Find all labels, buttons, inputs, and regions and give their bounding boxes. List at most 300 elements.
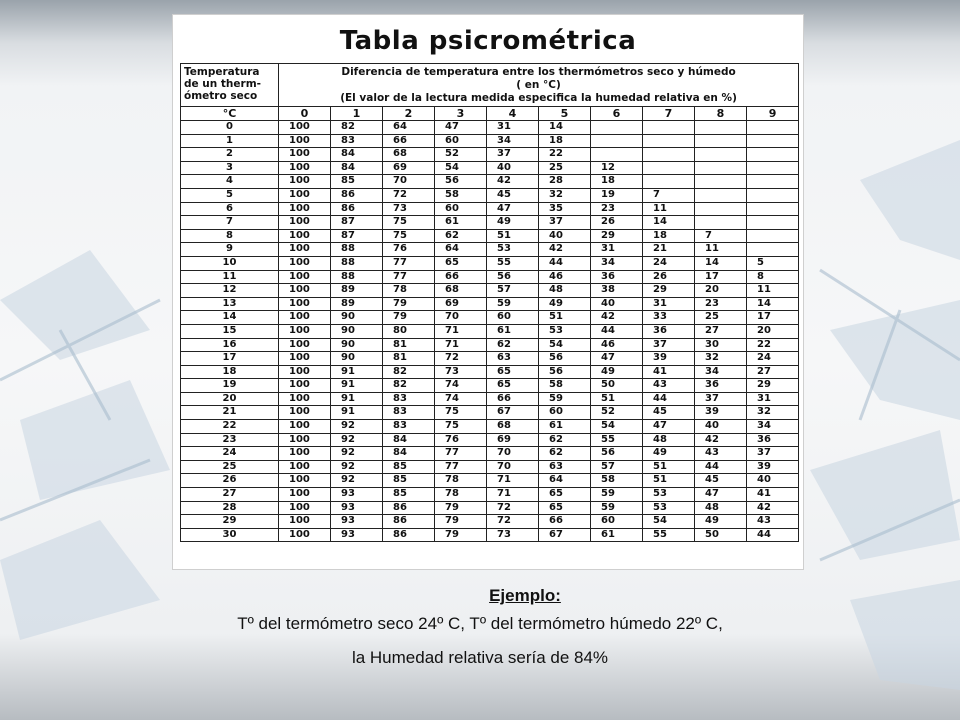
humidity-cell: 84 bbox=[331, 148, 383, 162]
humidity-cell: 41 bbox=[747, 488, 799, 502]
humidity-cell: 32 bbox=[747, 406, 799, 420]
humidity-cell: 37 bbox=[539, 216, 591, 230]
humidity-cell: 27 bbox=[747, 365, 799, 379]
humidity-cell: 56 bbox=[539, 365, 591, 379]
humidity-cell: 34 bbox=[695, 365, 747, 379]
humidity-cell: 83 bbox=[383, 420, 435, 434]
humidity-cell: 100 bbox=[279, 433, 331, 447]
humidity-cell: 70 bbox=[435, 311, 487, 325]
humidity-cell: 40 bbox=[695, 420, 747, 434]
humidity-cell: 50 bbox=[591, 379, 643, 393]
table-row bbox=[181, 528, 799, 542]
humidity-cell: 100 bbox=[279, 352, 331, 366]
humidity-cell: 19 bbox=[591, 188, 643, 202]
table-row bbox=[181, 134, 799, 148]
humidity-cell: 7 bbox=[695, 229, 747, 243]
humidity-cell: 88 bbox=[331, 270, 383, 284]
humidity-cell: 85 bbox=[383, 488, 435, 502]
humidity-cell: 67 bbox=[539, 528, 591, 542]
humidity-cell: 53 bbox=[539, 324, 591, 338]
humidity-cell: 18 bbox=[591, 175, 643, 189]
humidity-cell: 35 bbox=[539, 202, 591, 216]
humidity-cell: 66 bbox=[487, 392, 539, 406]
header-row bbox=[181, 64, 799, 107]
table-row bbox=[181, 474, 799, 488]
humidity-cell bbox=[747, 243, 799, 257]
humidity-cell: 74 bbox=[435, 379, 487, 393]
humidity-cell: 52 bbox=[435, 148, 487, 162]
humidity-cell: 90 bbox=[331, 311, 383, 325]
table-title: Tabla psicrométrica bbox=[339, 26, 637, 56]
humidity-cell: 36 bbox=[643, 324, 695, 338]
humidity-cell: 32 bbox=[695, 352, 747, 366]
temperature-cell: 2 bbox=[181, 148, 279, 162]
humidity-cell: 59 bbox=[591, 488, 643, 502]
humidity-cell: 83 bbox=[331, 134, 383, 148]
humidity-cell: 72 bbox=[487, 501, 539, 515]
humidity-cell: 100 bbox=[279, 392, 331, 406]
humidity-cell: 14 bbox=[539, 121, 591, 135]
humidity-cell: 45 bbox=[487, 188, 539, 202]
humidity-cell: 65 bbox=[487, 379, 539, 393]
temperature-cell: 29 bbox=[181, 515, 279, 529]
humidity-cell: 27 bbox=[695, 324, 747, 338]
humidity-cell: 11 bbox=[643, 202, 695, 216]
humidity-cell: 20 bbox=[695, 284, 747, 298]
humidity-cell: 23 bbox=[591, 202, 643, 216]
humidity-cell: 100 bbox=[279, 501, 331, 515]
humidity-cell: 87 bbox=[331, 229, 383, 243]
humidity-cell: 42 bbox=[695, 433, 747, 447]
humidity-cell: 34 bbox=[487, 134, 539, 148]
humidity-cell: 91 bbox=[331, 406, 383, 420]
humidity-cell: 78 bbox=[435, 488, 487, 502]
column-header: 3 bbox=[435, 107, 487, 121]
humidity-cell: 81 bbox=[383, 352, 435, 366]
humidity-cell: 48 bbox=[695, 501, 747, 515]
humidity-cell: 100 bbox=[279, 175, 331, 189]
humidity-cell bbox=[747, 161, 799, 175]
column-header: 6 bbox=[591, 107, 643, 121]
humidity-cell: 61 bbox=[487, 324, 539, 338]
humidity-cell: 12 bbox=[591, 161, 643, 175]
psychrometric-table-image bbox=[172, 14, 804, 570]
humidity-cell: 75 bbox=[383, 229, 435, 243]
humidity-cell: 60 bbox=[435, 202, 487, 216]
humidity-cell: 78 bbox=[383, 284, 435, 298]
humidity-cell: 31 bbox=[487, 121, 539, 135]
humidity-cell: 92 bbox=[331, 474, 383, 488]
column-header: 4 bbox=[487, 107, 539, 121]
humidity-cell bbox=[747, 134, 799, 148]
humidity-cell: 68 bbox=[383, 148, 435, 162]
humidity-cell: 93 bbox=[331, 528, 383, 542]
humidity-cell: 40 bbox=[747, 474, 799, 488]
humidity-cell: 73 bbox=[487, 528, 539, 542]
table-row bbox=[181, 352, 799, 366]
humidity-cell: 100 bbox=[279, 515, 331, 529]
humidity-cell: 79 bbox=[435, 501, 487, 515]
temperature-cell: 1 bbox=[181, 134, 279, 148]
temperature-cell: 6 bbox=[181, 202, 279, 216]
humidity-cell: 91 bbox=[331, 365, 383, 379]
humidity-cell: 47 bbox=[643, 420, 695, 434]
humidity-cell: 89 bbox=[331, 297, 383, 311]
humidity-cell: 90 bbox=[331, 324, 383, 338]
table-row bbox=[181, 216, 799, 230]
table-row bbox=[181, 270, 799, 284]
humidity-cell: 100 bbox=[279, 270, 331, 284]
humidity-cell: 64 bbox=[383, 121, 435, 135]
row-header-line: Temperatura bbox=[184, 66, 260, 78]
table-row bbox=[181, 161, 799, 175]
humidity-cell: 72 bbox=[383, 188, 435, 202]
humidity-cell: 24 bbox=[643, 256, 695, 270]
humidity-cell: 100 bbox=[279, 216, 331, 230]
example-line-2: la Humedad relativa sería de 84% bbox=[351, 648, 609, 667]
humidity-cell: 59 bbox=[487, 297, 539, 311]
humidity-cell: 40 bbox=[539, 229, 591, 243]
humidity-cell: 53 bbox=[487, 243, 539, 257]
humidity-cell: 42 bbox=[539, 243, 591, 257]
humidity-cell: 67 bbox=[487, 406, 539, 420]
humidity-cell: 85 bbox=[383, 474, 435, 488]
humidity-cell bbox=[695, 121, 747, 135]
humidity-cell: 49 bbox=[695, 515, 747, 529]
humidity-cell: 46 bbox=[539, 270, 591, 284]
temperature-cell: 3 bbox=[181, 161, 279, 175]
humidity-cell bbox=[747, 188, 799, 202]
humidity-cell: 38 bbox=[591, 284, 643, 298]
description-line: ( en °C) bbox=[516, 79, 561, 91]
table-row bbox=[181, 243, 799, 257]
humidity-cell: 25 bbox=[539, 161, 591, 175]
humidity-cell: 62 bbox=[539, 447, 591, 461]
humidity-cell: 11 bbox=[747, 284, 799, 298]
humidity-cell: 58 bbox=[539, 379, 591, 393]
humidity-cell: 100 bbox=[279, 229, 331, 243]
humidity-cell: 100 bbox=[279, 324, 331, 338]
humidity-cell: 77 bbox=[435, 447, 487, 461]
table-row bbox=[181, 433, 799, 447]
humidity-cell: 11 bbox=[695, 243, 747, 257]
temperature-cell: 23 bbox=[181, 433, 279, 447]
column-header: 5 bbox=[539, 107, 591, 121]
humidity-cell: 45 bbox=[643, 406, 695, 420]
humidity-cell: 17 bbox=[695, 270, 747, 284]
humidity-cell: 24 bbox=[747, 352, 799, 366]
humidity-cell: 57 bbox=[591, 460, 643, 474]
humidity-cell: 50 bbox=[695, 528, 747, 542]
humidity-cell: 100 bbox=[279, 148, 331, 162]
humidity-cell: 45 bbox=[695, 474, 747, 488]
table-row bbox=[181, 202, 799, 216]
humidity-cell: 41 bbox=[643, 365, 695, 379]
humidity-cell bbox=[591, 148, 643, 162]
humidity-cell: 89 bbox=[331, 284, 383, 298]
temperature-cell: 10 bbox=[181, 256, 279, 270]
humidity-cell: 23 bbox=[695, 297, 747, 311]
humidity-cell: 17 bbox=[747, 311, 799, 325]
description-line: (El valor de la lectura medida especifica la humedad relativa en %) bbox=[340, 92, 737, 104]
humidity-cell: 57 bbox=[487, 284, 539, 298]
humidity-cell: 82 bbox=[383, 365, 435, 379]
humidity-cell: 80 bbox=[383, 324, 435, 338]
humidity-cell: 71 bbox=[435, 338, 487, 352]
column-header: 8 bbox=[695, 107, 747, 121]
table-row bbox=[181, 447, 799, 461]
humidity-cell: 86 bbox=[383, 528, 435, 542]
humidity-cell: 93 bbox=[331, 488, 383, 502]
temperature-cell: 20 bbox=[181, 392, 279, 406]
humidity-cell: 75 bbox=[383, 216, 435, 230]
temperature-cell: 22 bbox=[181, 420, 279, 434]
humidity-cell: 43 bbox=[695, 447, 747, 461]
humidity-cell: 84 bbox=[383, 447, 435, 461]
humidity-cell: 71 bbox=[435, 324, 487, 338]
humidity-cell: 37 bbox=[695, 392, 747, 406]
humidity-cell: 100 bbox=[279, 243, 331, 257]
row-header-line: de un therm- bbox=[184, 78, 261, 90]
humidity-cell: 76 bbox=[435, 433, 487, 447]
humidity-cell: 36 bbox=[695, 379, 747, 393]
humidity-cell: 86 bbox=[331, 188, 383, 202]
temperature-cell: 14 bbox=[181, 311, 279, 325]
column-header: 7 bbox=[643, 107, 695, 121]
humidity-cell: 44 bbox=[591, 324, 643, 338]
humidity-cell: 28 bbox=[539, 175, 591, 189]
humidity-cell: 100 bbox=[279, 121, 331, 135]
humidity-cell: 69 bbox=[487, 433, 539, 447]
humidity-cell: 31 bbox=[747, 392, 799, 406]
humidity-cell: 73 bbox=[383, 202, 435, 216]
humidity-cell: 14 bbox=[643, 216, 695, 230]
humidity-cell: 87 bbox=[331, 216, 383, 230]
humidity-cell: 54 bbox=[591, 420, 643, 434]
humidity-cell: 36 bbox=[747, 433, 799, 447]
humidity-cell: 18 bbox=[643, 229, 695, 243]
humidity-cell: 30 bbox=[695, 338, 747, 352]
humidity-cell: 79 bbox=[383, 311, 435, 325]
humidity-cell: 71 bbox=[487, 474, 539, 488]
humidity-cell: 68 bbox=[487, 420, 539, 434]
humidity-cell: 92 bbox=[331, 460, 383, 474]
humidity-cell: 100 bbox=[279, 297, 331, 311]
temperature-cell: 13 bbox=[181, 297, 279, 311]
humidity-cell: 83 bbox=[383, 392, 435, 406]
humidity-cell: 62 bbox=[539, 433, 591, 447]
humidity-cell: 86 bbox=[383, 501, 435, 515]
humidity-cell: 62 bbox=[435, 229, 487, 243]
temperature-cell: 8 bbox=[181, 229, 279, 243]
humidity-cell: 33 bbox=[643, 311, 695, 325]
humidity-cell: 100 bbox=[279, 420, 331, 434]
humidity-cell: 100 bbox=[279, 379, 331, 393]
humidity-cell: 31 bbox=[591, 243, 643, 257]
humidity-cell: 92 bbox=[331, 433, 383, 447]
humidity-cell: 44 bbox=[747, 528, 799, 542]
humidity-cell: 54 bbox=[643, 515, 695, 529]
humidity-cell: 84 bbox=[331, 161, 383, 175]
temperature-cell: 0 bbox=[181, 121, 279, 135]
table-row bbox=[181, 420, 799, 434]
humidity-cell: 55 bbox=[591, 433, 643, 447]
humidity-cell: 39 bbox=[747, 460, 799, 474]
humidity-cell: 75 bbox=[435, 420, 487, 434]
humidity-cell: 49 bbox=[487, 216, 539, 230]
row-header-line: ómetro seco bbox=[184, 90, 258, 102]
humidity-cell: 100 bbox=[279, 161, 331, 175]
table-row bbox=[181, 515, 799, 529]
humidity-cell: 66 bbox=[539, 515, 591, 529]
humidity-cell bbox=[747, 216, 799, 230]
humidity-cell: 53 bbox=[643, 488, 695, 502]
humidity-cell bbox=[747, 175, 799, 189]
humidity-cell: 47 bbox=[435, 121, 487, 135]
column-header: 0 bbox=[279, 107, 331, 121]
humidity-cell: 44 bbox=[539, 256, 591, 270]
humidity-cell bbox=[695, 134, 747, 148]
humidity-cell bbox=[591, 134, 643, 148]
humidity-cell: 90 bbox=[331, 338, 383, 352]
humidity-cell: 85 bbox=[331, 175, 383, 189]
temperature-cell: 21 bbox=[181, 406, 279, 420]
description-line: Diferencia de temperatura entre los thermómetros seco y húmedo bbox=[341, 66, 736, 78]
humidity-cell: 54 bbox=[539, 338, 591, 352]
humidity-cell bbox=[695, 148, 747, 162]
humidity-cell: 29 bbox=[591, 229, 643, 243]
humidity-cell: 37 bbox=[643, 338, 695, 352]
humidity-cell: 48 bbox=[539, 284, 591, 298]
humidity-cell: 72 bbox=[487, 515, 539, 529]
humidity-cell: 72 bbox=[435, 352, 487, 366]
humidity-cell: 52 bbox=[591, 406, 643, 420]
humidity-cell: 20 bbox=[747, 324, 799, 338]
humidity-cell: 65 bbox=[539, 501, 591, 515]
psychrometric-table bbox=[180, 63, 799, 542]
humidity-cell: 100 bbox=[279, 474, 331, 488]
humidity-cell: 65 bbox=[539, 488, 591, 502]
humidity-cell: 61 bbox=[539, 420, 591, 434]
humidity-cell: 100 bbox=[279, 284, 331, 298]
table-row bbox=[181, 460, 799, 474]
table-row bbox=[181, 284, 799, 298]
humidity-cell: 47 bbox=[695, 488, 747, 502]
humidity-cell: 100 bbox=[279, 256, 331, 270]
humidity-cell: 63 bbox=[539, 460, 591, 474]
humidity-cell: 42 bbox=[591, 311, 643, 325]
temperature-cell: 26 bbox=[181, 474, 279, 488]
humidity-cell: 75 bbox=[435, 406, 487, 420]
humidity-cell: 84 bbox=[383, 433, 435, 447]
humidity-cell: 22 bbox=[539, 148, 591, 162]
example-heading: Ejemplo: bbox=[489, 586, 561, 605]
row-header-cell bbox=[181, 64, 279, 107]
humidity-cell: 14 bbox=[747, 297, 799, 311]
humidity-cell: 49 bbox=[539, 297, 591, 311]
humidity-cell: 77 bbox=[383, 270, 435, 284]
humidity-cell bbox=[643, 161, 695, 175]
humidity-cell: 73 bbox=[435, 365, 487, 379]
humidity-cell bbox=[695, 202, 747, 216]
description-cell bbox=[279, 64, 799, 107]
temperature-cell: 9 bbox=[181, 243, 279, 257]
humidity-cell: 74 bbox=[435, 392, 487, 406]
temperature-cell: 4 bbox=[181, 175, 279, 189]
temperature-cell: 15 bbox=[181, 324, 279, 338]
humidity-cell: 49 bbox=[643, 447, 695, 461]
humidity-cell: 43 bbox=[643, 379, 695, 393]
humidity-cell bbox=[747, 148, 799, 162]
humidity-cell: 70 bbox=[487, 460, 539, 474]
humidity-cell: 39 bbox=[695, 406, 747, 420]
humidity-cell: 47 bbox=[487, 202, 539, 216]
humidity-cell: 100 bbox=[279, 528, 331, 542]
table-row bbox=[181, 501, 799, 515]
humidity-cell: 69 bbox=[383, 161, 435, 175]
table-row bbox=[181, 256, 799, 270]
humidity-cell: 46 bbox=[591, 338, 643, 352]
table-row bbox=[181, 311, 799, 325]
humidity-cell: 51 bbox=[591, 392, 643, 406]
humidity-cell: 82 bbox=[331, 121, 383, 135]
humidity-cell: 51 bbox=[643, 460, 695, 474]
humidity-cell: 61 bbox=[591, 528, 643, 542]
humidity-cell: 39 bbox=[643, 352, 695, 366]
humidity-cell: 66 bbox=[435, 270, 487, 284]
humidity-cell bbox=[591, 121, 643, 135]
humidity-cell bbox=[747, 121, 799, 135]
humidity-cell: 70 bbox=[383, 175, 435, 189]
humidity-cell: 40 bbox=[591, 297, 643, 311]
humidity-cell: 100 bbox=[279, 365, 331, 379]
humidity-cell: 59 bbox=[591, 501, 643, 515]
humidity-cell: 93 bbox=[331, 515, 383, 529]
humidity-cell: 88 bbox=[331, 256, 383, 270]
humidity-cell bbox=[643, 175, 695, 189]
humidity-cell: 77 bbox=[383, 256, 435, 270]
table-row bbox=[181, 379, 799, 393]
humidity-cell: 51 bbox=[643, 474, 695, 488]
humidity-cell: 100 bbox=[279, 202, 331, 216]
humidity-cell: 85 bbox=[383, 460, 435, 474]
humidity-cell: 62 bbox=[487, 338, 539, 352]
humidity-cell: 60 bbox=[435, 134, 487, 148]
humidity-cell: 26 bbox=[591, 216, 643, 230]
humidity-cell: 60 bbox=[591, 515, 643, 529]
humidity-cell: 100 bbox=[279, 338, 331, 352]
table-row bbox=[181, 324, 799, 338]
humidity-cell: 36 bbox=[591, 270, 643, 284]
humidity-cell: 34 bbox=[747, 420, 799, 434]
humidity-cell: 60 bbox=[487, 311, 539, 325]
temperature-cell: 7 bbox=[181, 216, 279, 230]
humidity-cell: 71 bbox=[487, 488, 539, 502]
humidity-cell bbox=[695, 188, 747, 202]
humidity-cell: 66 bbox=[383, 134, 435, 148]
humidity-cell: 25 bbox=[695, 311, 747, 325]
temperature-cell: 5 bbox=[181, 188, 279, 202]
humidity-cell: 56 bbox=[591, 447, 643, 461]
humidity-cell: 53 bbox=[643, 501, 695, 515]
humidity-cell: 69 bbox=[435, 297, 487, 311]
unit-label: °C bbox=[181, 107, 279, 121]
temperature-cell: 19 bbox=[181, 379, 279, 393]
temperature-cell: 18 bbox=[181, 365, 279, 379]
humidity-cell: 79 bbox=[383, 297, 435, 311]
humidity-cell: 21 bbox=[643, 243, 695, 257]
humidity-cell: 100 bbox=[279, 447, 331, 461]
